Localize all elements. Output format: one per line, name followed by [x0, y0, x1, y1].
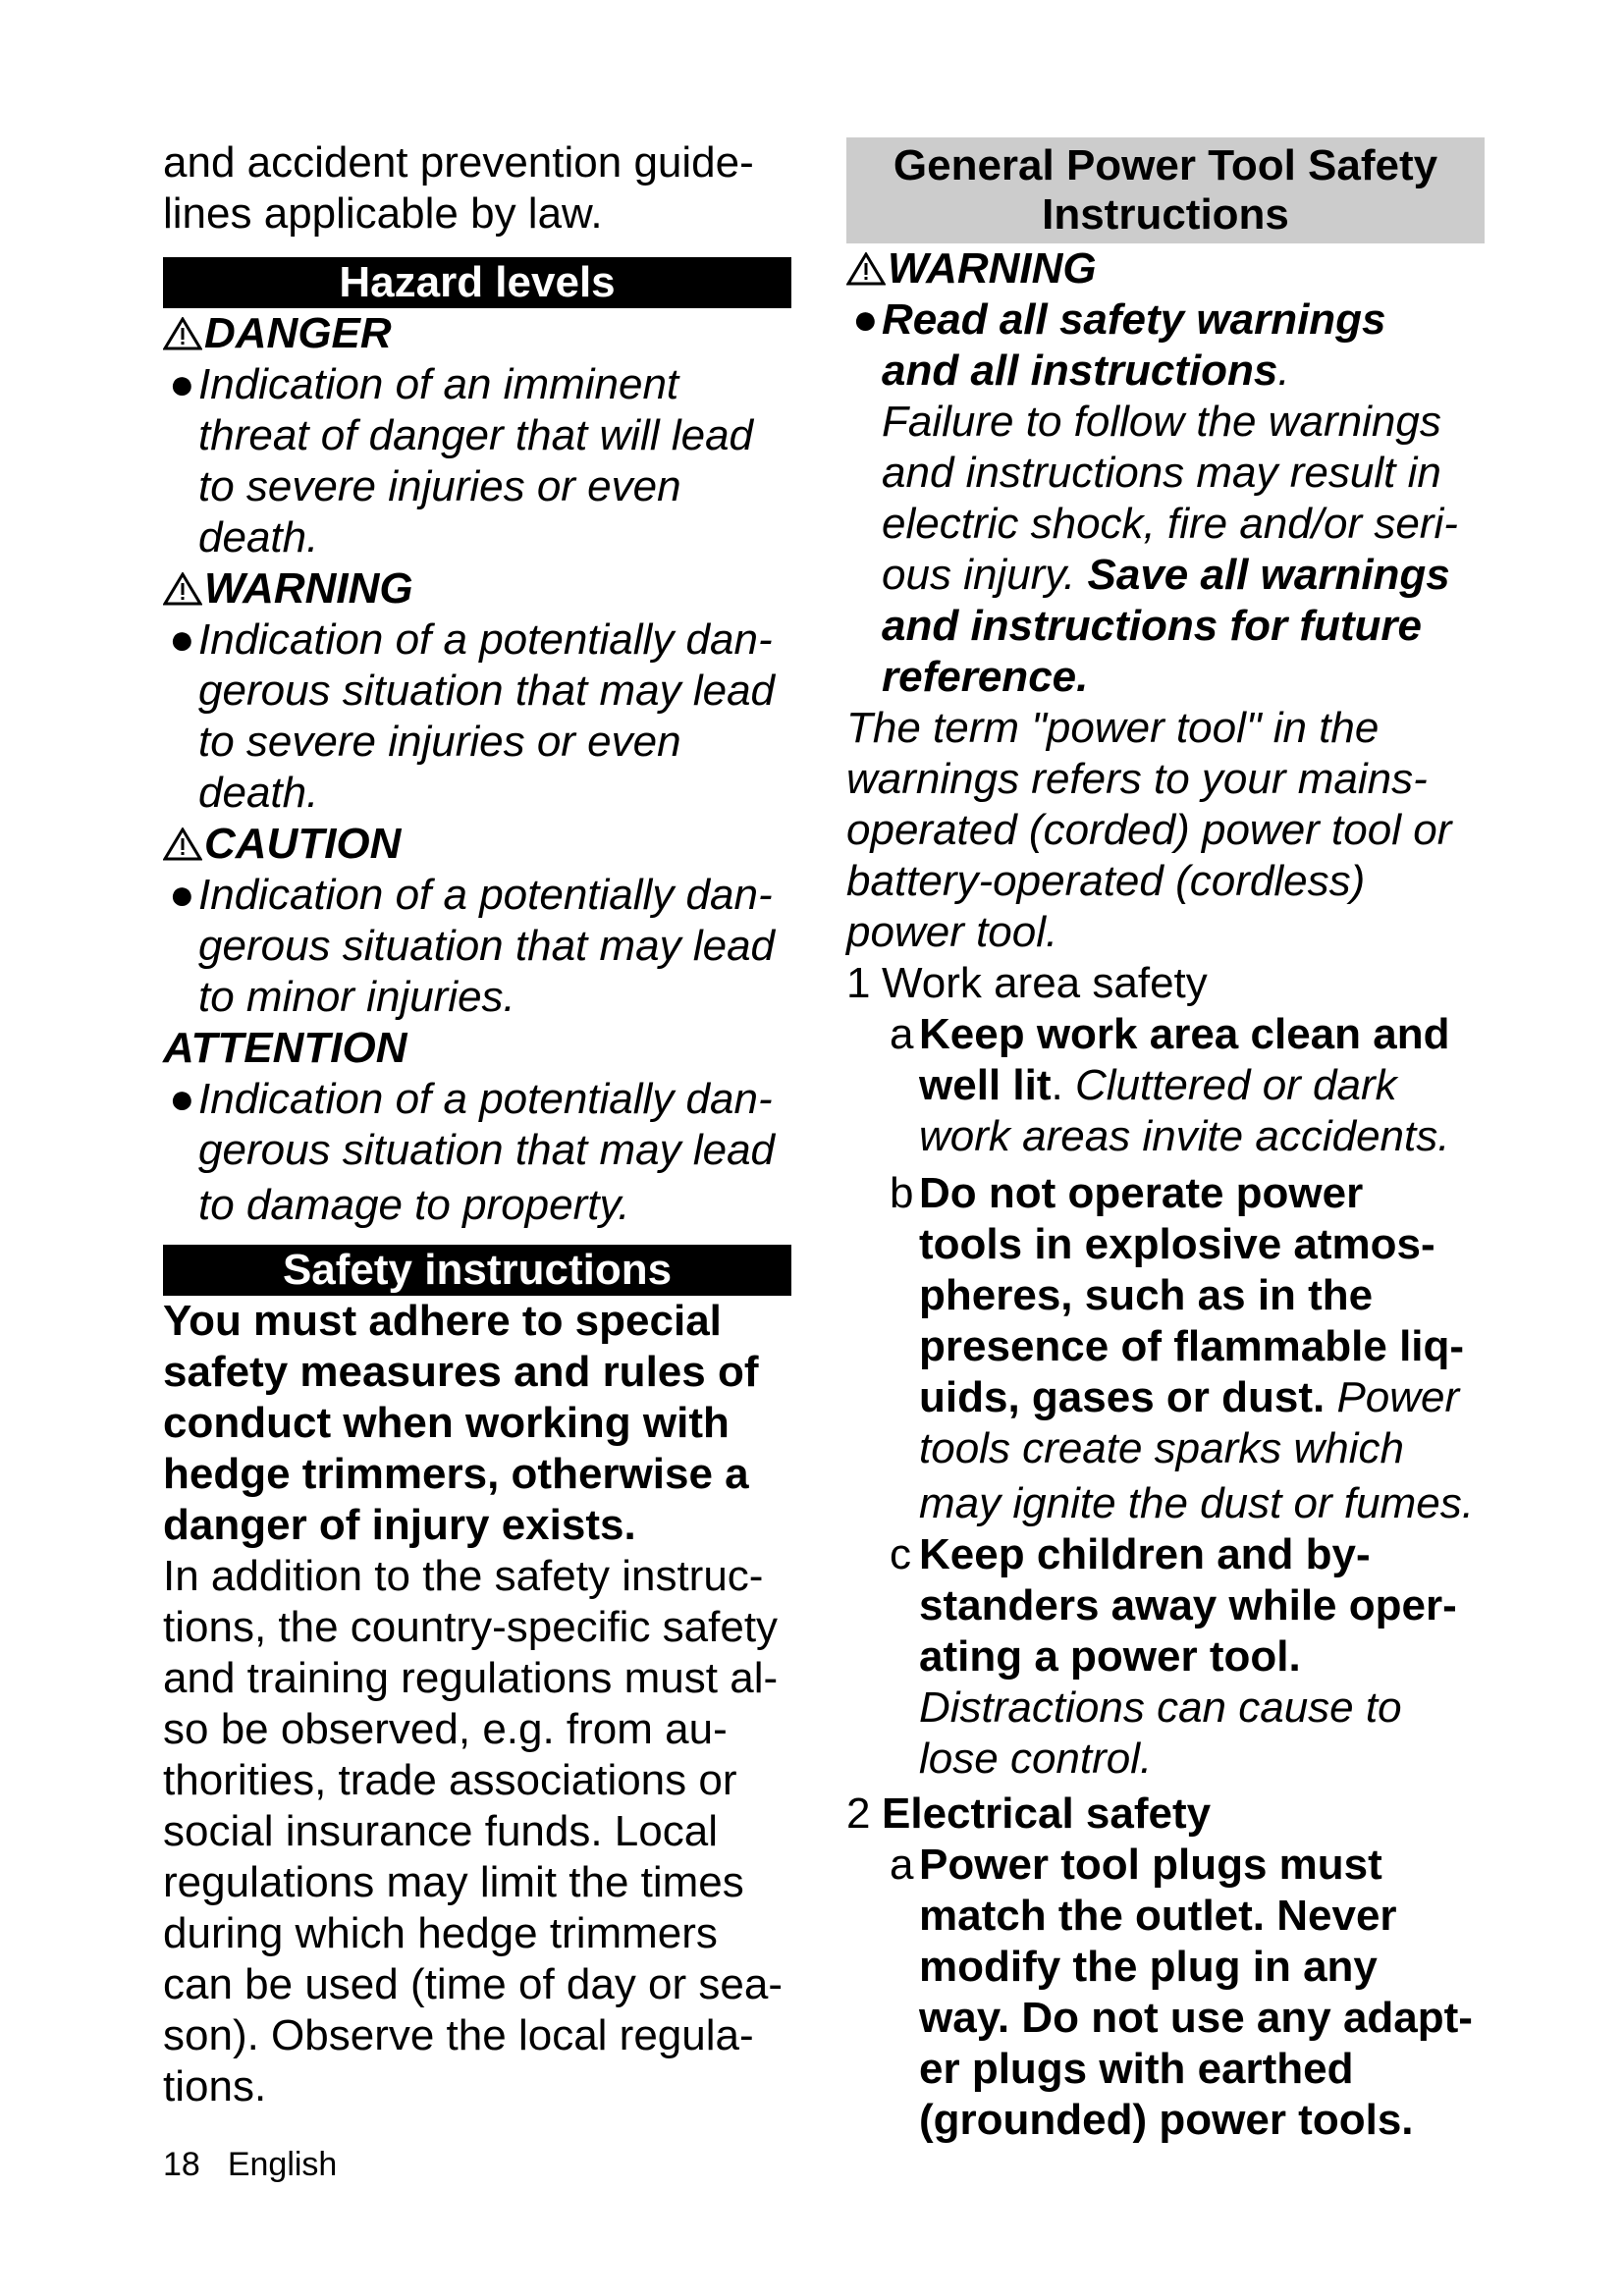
item-bold-line: uids, gases or dust.: [919, 1373, 1326, 1421]
failure-line: electric shock, fire and/or seri-: [882, 500, 1458, 548]
item-bold-line: way. Do not use any adapt-: [919, 1994, 1473, 2042]
term-line: power tool.: [846, 908, 1058, 956]
item-italic-line: may ignite the dust or fumes.: [919, 1479, 1474, 1527]
safety-body: [163, 1551, 791, 2112]
bullet-icon: ●: [852, 295, 879, 344]
page-footer: [163, 2146, 364, 2184]
item-bold-line: standers away while oper-: [919, 1581, 1457, 1629]
item-letter: a: [890, 1010, 914, 1058]
safety-bold-line: You must adhere to special: [163, 1297, 722, 1345]
item-period: .: [1051, 1061, 1063, 1109]
item-bold-line: ating a power tool.: [919, 1632, 1301, 1681]
item-1b: [846, 1168, 1485, 1529]
warning-line: Indication of a potentially dan-: [198, 615, 773, 664]
save-line: and instructions for future: [882, 602, 1422, 650]
warning-line: death.: [198, 769, 319, 817]
warning-triangle-icon: [163, 828, 202, 861]
safety-instructions-heading: Safety instructions: [163, 1245, 791, 1296]
danger-line: to severe injuries or even: [198, 462, 681, 510]
caution-line: gerous situation that may lead: [198, 922, 776, 970]
term-line: warnings refers to your mains-: [846, 755, 1428, 803]
attention-item: [163, 1074, 791, 1231]
intro-line: and accident prevention guide-: [163, 138, 754, 187]
item-italic-line: Distractions can cause to: [919, 1683, 1402, 1732]
bullet-icon: ●: [169, 871, 195, 919]
failure-line: and instructions may result in: [882, 449, 1441, 497]
bullet-icon: ●: [169, 360, 195, 408]
danger-line: Indication of an imminent: [198, 360, 679, 408]
attention-text: ATTENTION: [163, 1024, 407, 1072]
item-bold-line: Power tool plugs must: [919, 1841, 1382, 1889]
item-bold-line: Do not operate power: [919, 1169, 1364, 1217]
safety-body-line: regulations may limit the times: [163, 1858, 744, 1906]
item-italic-line: Power: [1325, 1373, 1460, 1421]
section-number: 2: [846, 1789, 871, 1838]
item-italic-line: work areas invite accidents.: [919, 1112, 1450, 1160]
item-italic-line: lose control.: [919, 1735, 1153, 1783]
warning-line: to severe injuries or even: [198, 718, 681, 766]
item-1a: [846, 1009, 1485, 1162]
section-title: Electrical safety: [882, 1789, 1212, 1838]
bullet-icon: ●: [169, 1075, 195, 1123]
intro-line: lines applicable by law.: [163, 189, 603, 238]
attention-line: gerous situation that may lead: [198, 1126, 776, 1174]
safety-body-line: thorities, trade associations or: [163, 1756, 737, 1804]
warning-triangle-icon: [846, 252, 886, 286]
danger-line: threat of danger that will lead: [198, 411, 754, 459]
safety-body-line: social insurance funds. Local: [163, 1807, 718, 1855]
term-line: operated (corded) power tool or: [846, 806, 1452, 854]
safety-body-line: son). Observe the local regula-: [163, 2011, 754, 2059]
danger-item: [163, 359, 791, 563]
warning-item: [163, 614, 791, 819]
item-bold-line: er plugs with earthed: [919, 2045, 1354, 2093]
caution-text: CAUTION: [204, 820, 402, 868]
read-line: Read all safety warnings: [882, 295, 1386, 344]
safety-bold-line: conduct when working with: [163, 1399, 730, 1447]
left-column: [163, 137, 791, 2112]
item-2a: [846, 1840, 1485, 2146]
safety-body-line: tions.: [163, 2062, 267, 2110]
warning-label: [163, 563, 791, 614]
right-column: [846, 137, 1485, 2146]
attention-line: to damage to property.: [198, 1181, 630, 1229]
item-bold-line: presence of flammable liq-: [919, 1322, 1465, 1370]
item-bold-line: (grounded) power tools.: [919, 2096, 1414, 2144]
read-period: .: [1277, 347, 1290, 395]
item-bold-line: tools in explosive atmos-: [919, 1220, 1435, 1268]
safety-body-line: can be used (time of day or sea-: [163, 1960, 783, 2008]
section-work-area: [846, 958, 1485, 1009]
danger-line: death.: [198, 513, 319, 561]
safety-body-line: so be observed, e.g. from au-: [163, 1705, 728, 1753]
hazard-levels-heading: Hazard levels: [163, 257, 791, 308]
safety-bold-line: hedge trimmers, otherwise a: [163, 1450, 749, 1498]
attention-label: [163, 1023, 791, 1074]
term-line: battery-operated (cordless): [846, 857, 1366, 905]
item-bold-line: modify the plug in any: [919, 1943, 1378, 1991]
safety-body-line: and training regulations must al-: [163, 1654, 779, 1702]
warning-triangle-icon: [163, 317, 202, 350]
safety-body-line: tions, the country-specific safety: [163, 1603, 779, 1651]
save-line: reference.: [882, 653, 1089, 701]
danger-label: [163, 308, 791, 359]
heading-line: General Power Tool Safety: [893, 141, 1438, 189]
item-bold-line: match the outlet. Never: [919, 1892, 1397, 1940]
heading-line: Instructions: [1042, 190, 1289, 239]
right-warning-label: [846, 243, 1485, 294]
item-letter: b: [890, 1169, 914, 1217]
footer-language: English: [227, 2146, 338, 2183]
save-line: Save all warnings: [1087, 551, 1450, 599]
read-all-item: [846, 294, 1485, 703]
page-number: 18: [163, 2146, 200, 2183]
warning-triangle-icon: [163, 572, 202, 606]
caution-item: [163, 870, 791, 1023]
failure-line: ous injury.: [882, 551, 1088, 599]
item-italic-line: tools create sparks which: [919, 1424, 1404, 1472]
safety-intro-bold: [163, 1296, 791, 1551]
bullet-icon: ●: [169, 615, 195, 664]
item-1c: [846, 1529, 1485, 1785]
safety-bold-line: danger of injury exists.: [163, 1501, 636, 1549]
general-safety-heading: [846, 137, 1485, 243]
section-title: Work area safety: [882, 959, 1208, 1007]
safety-bold-line: safety measures and rules of: [163, 1348, 759, 1396]
item-bold-line: pheres, such as in the: [919, 1271, 1374, 1319]
failure-line: Failure to follow the warnings: [882, 398, 1441, 446]
item-bold-line: Keep work area clean and: [919, 1010, 1450, 1058]
term-line: The term "power tool" in the: [846, 704, 1380, 752]
item-letter: a: [890, 1841, 914, 1889]
item-italic-line: Cluttered or dark: [1062, 1061, 1397, 1109]
safety-body-line: In addition to the safety instruc-: [163, 1552, 764, 1600]
safety-body-line: during which hedge trimmers: [163, 1909, 718, 1957]
warning-text: WARNING: [204, 564, 413, 613]
section-electrical: [846, 1789, 1485, 1840]
item-bold-line: Keep children and by-: [919, 1530, 1371, 1578]
item-letter: c: [890, 1530, 911, 1578]
danger-text: DANGER: [204, 309, 392, 357]
attention-line: Indication of a potentially dan-: [198, 1075, 773, 1123]
power-tool-term: [846, 703, 1485, 958]
item-bold-line: well lit: [919, 1061, 1052, 1109]
caution-label: [163, 819, 791, 870]
section-number: 1: [846, 959, 871, 1007]
caution-line: to minor injuries.: [198, 973, 515, 1021]
caution-line: Indication of a potentially dan-: [198, 871, 773, 919]
read-bold: and all instructions: [882, 347, 1278, 395]
warning-line: gerous situation that may lead: [198, 667, 776, 715]
right-warning-text: WARNING: [888, 244, 1097, 293]
